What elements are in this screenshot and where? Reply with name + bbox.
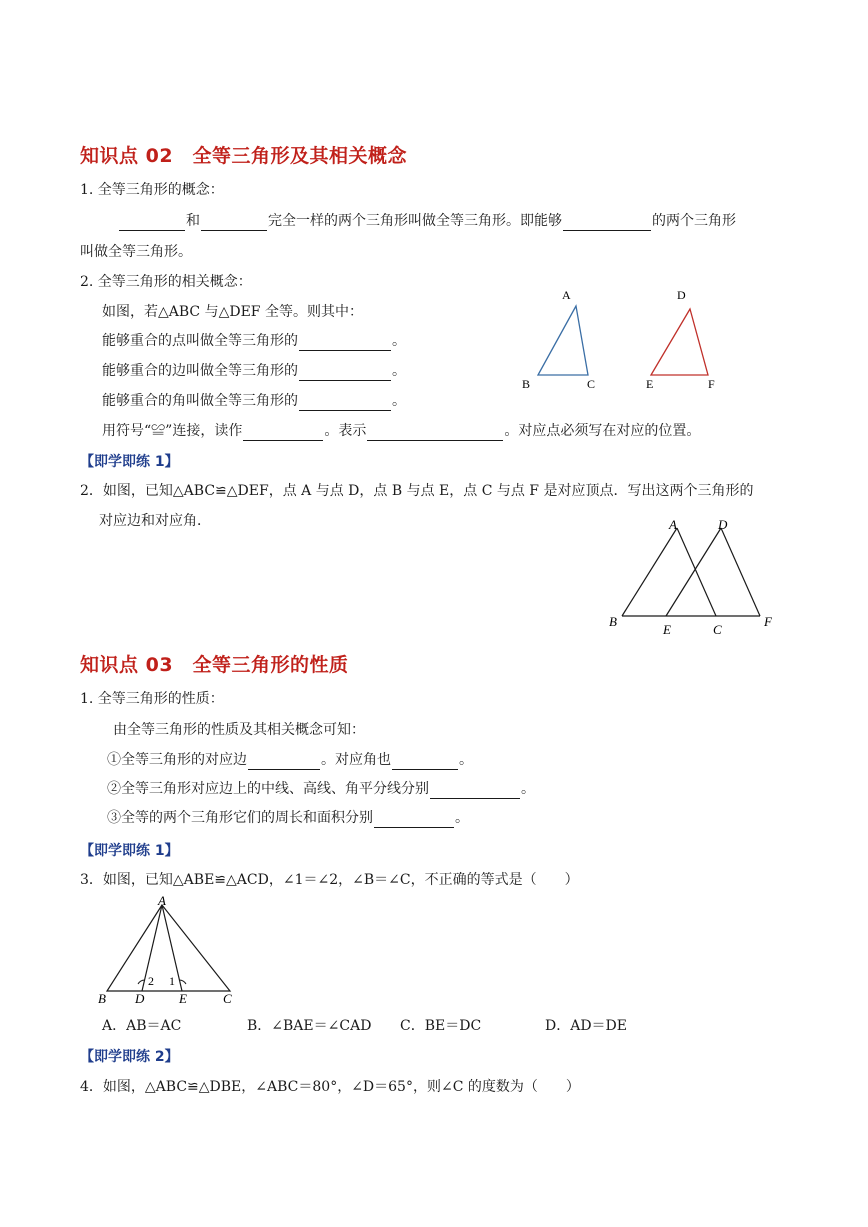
blank (374, 811, 454, 828)
figure-triangle-abc-de (90, 893, 250, 1008)
exercise-question: 3．如图，已知△ABE≌△ACD，∠1＝∠2，∠B＝∠C，不正确的等式是（ ） (80, 872, 579, 888)
text: 。表示 (324, 423, 367, 439)
text: 能够重合的点叫做全等三角形的 (102, 333, 298, 349)
label-c: C (713, 622, 722, 637)
blank (299, 334, 391, 351)
text: 和 (186, 213, 200, 229)
exercise-question-cont: 对应边和对应角． (99, 513, 211, 529)
label-b: B (522, 377, 531, 391)
label-b: B (609, 614, 617, 629)
text: 。对应角也 (321, 752, 391, 768)
blank (367, 424, 503, 441)
label-c: C (587, 377, 596, 391)
s02-line-3 (102, 361, 406, 381)
edge-ab (622, 528, 677, 616)
blank (430, 782, 520, 799)
label-e: E (646, 377, 654, 391)
blank (243, 424, 323, 441)
s02-item-2: 2. 全等三角形的相关概念： (80, 274, 252, 290)
exercise-question: 2．如图，已知△ABC≌△DEF，点 A 与点 D，点 B 与点 E，点 C 与点 F 是对应顶点．写出这两个三角形的 (80, 483, 754, 499)
text: 。 (392, 333, 406, 349)
label-c: C (223, 991, 232, 1006)
text: 完全一样的两个三角形叫做全等三角形。即能够 (268, 213, 562, 229)
s02-line-2 (102, 331, 406, 351)
s02-line-5 (102, 421, 700, 441)
label-f: F (708, 377, 715, 391)
s03-intro: 由全等三角形的性质及其相关概念可知： (113, 722, 365, 738)
s02-item-1: 1. 全等三角形的概念： (80, 182, 224, 198)
exercise-tag: 【即学即练 1】 (80, 454, 179, 470)
label-e: E (179, 991, 187, 1006)
label-a: A (669, 517, 677, 532)
label-b: B (98, 991, 106, 1006)
s02-line-4 (102, 391, 406, 411)
blank (201, 214, 267, 231)
triangle-abc (538, 306, 588, 375)
label-d: D (677, 288, 686, 302)
blank (248, 753, 320, 770)
label-a: A (562, 288, 571, 302)
blank (299, 364, 391, 381)
label-d: D (718, 517, 728, 532)
label-angle-2: 2 (148, 974, 154, 988)
blank (392, 753, 458, 770)
text: 的两个三角形 (652, 213, 736, 229)
option-a: A．AB＝AC (102, 1018, 182, 1034)
exercise-question: 4．如图，△ABC≌△DBE，∠ABC＝80°，∠D＝65°，则∠C 的度数为（ ） (80, 1079, 580, 1095)
s02-paragraph-line2: 叫做全等三角形。 (80, 244, 192, 260)
exercise-tag: 【即学即练 1】 (80, 843, 179, 859)
figure-triangles-abc-def (510, 280, 740, 400)
s03-property-1 (107, 750, 473, 770)
section-02-title: 知识点 02 全等三角形及其相关概念 (80, 145, 408, 167)
blank (119, 214, 185, 231)
label-d: D (135, 991, 145, 1006)
text: 。 (392, 363, 406, 379)
label-f: F (764, 614, 772, 629)
label-e: E (663, 622, 671, 637)
option-c: C．BE＝DC (400, 1018, 482, 1034)
text: 。 (521, 781, 535, 797)
text: 能够重合的边叫做全等三角形的 (102, 363, 298, 379)
edge-ac (677, 528, 716, 616)
text: 能够重合的角叫做全等三角形的 (102, 393, 298, 409)
text: ①全等三角形的对应边 (107, 752, 247, 768)
blank (299, 394, 391, 411)
text: ③全等的两个三角形它们的周长和面积分别 (107, 810, 373, 826)
s02-paragraph-line1 (118, 211, 736, 231)
s03-item-1: 1. 全等三角形的性质： (80, 691, 224, 707)
label-a: A (158, 893, 166, 908)
s03-property-3 (107, 808, 469, 828)
edge-de (666, 528, 721, 616)
s02-line-1: 如图，若△ABC 与△DEF 全等。则其中： (102, 304, 363, 320)
section-03-title: 知识点 03 全等三角形的性质 (80, 654, 349, 676)
label-angle-1: 1 (169, 974, 175, 988)
blank (563, 214, 651, 231)
s03-property-2 (107, 779, 535, 799)
edge-df (721, 528, 760, 616)
text: 。 (392, 393, 406, 409)
triangle-def (651, 309, 708, 375)
text: 用符号“≌”连接，读作 (102, 423, 243, 439)
text: ②全等三角形对应边上的中线、高线、角平分线分别 (107, 781, 429, 797)
option-b: B．∠BAE＝∠CAD (247, 1018, 372, 1034)
option-d: D．AD＝DE (545, 1018, 628, 1034)
figure-overlapping-triangles (600, 510, 800, 645)
text: 。对应点必须写在对应的位置。 (504, 423, 701, 439)
text: 。 (459, 752, 473, 768)
exercise-tag: 【即学即练 2】 (80, 1049, 179, 1065)
text: 。 (455, 810, 469, 826)
